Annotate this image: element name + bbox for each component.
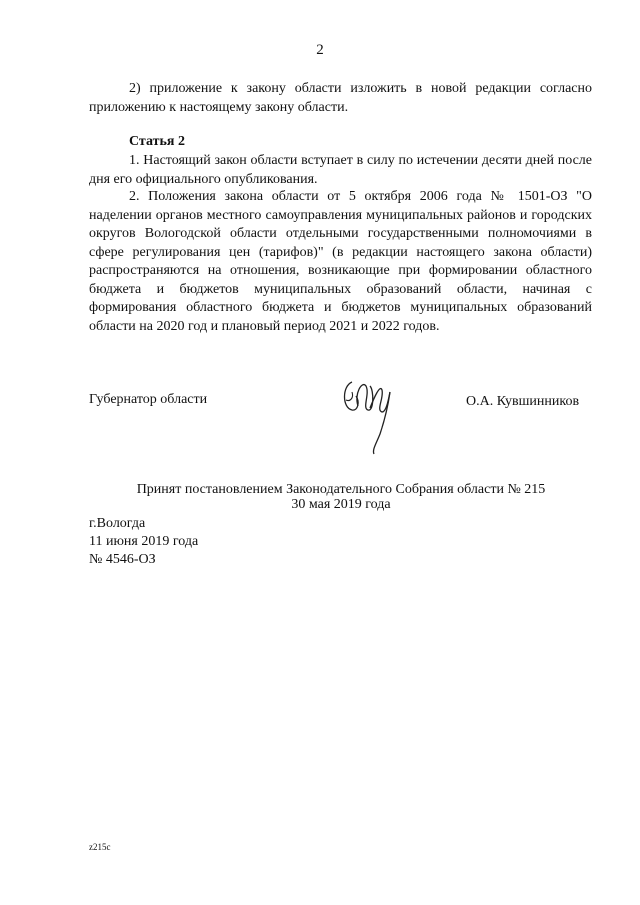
footer-code: z215c (89, 842, 111, 852)
article-2-paragraph-1: 1. Настоящий закон области вступает в силу по истечении десяти дней после дня его официального опубликования. (89, 153, 592, 187)
item-2-paragraph: 2) приложение к закону области изложить в новой редакции согласно приложению к настоящему закону области. (89, 81, 592, 115)
signatory-name: О.А. Кувшинников (466, 394, 580, 409)
document-number: № 4546-ОЗ (89, 552, 156, 567)
signatory-position: Губернатор области (89, 392, 208, 407)
adoption-line-2: 30 мая 2019 года (291, 497, 391, 512)
adoption-line-1: Принят постановлением Законодательного Собрания области № 215 (136, 482, 546, 497)
page-number: 2 (316, 42, 324, 58)
handwritten-signature (340, 372, 400, 458)
article-2-heading: Статья 2 (129, 134, 185, 149)
document-city: г.Вологда (89, 516, 146, 531)
article-2-paragraph-2: 2. Положения закона области от 5 октября 2006 года № 1501-ОЗ "О наделении органов местного самоуправления муниципальных районов и городских округов Вологодской области отдельными государственными полномочиями в сфере регулирования цен (тарифов)" (в редакции настоящего закона области) распространяются на отношения, возникающие при формировании областного бюджета и бюджетов муниципальных образований области, начиная с формирования областного бюджета и бюджетов муниципальных образований области на 2020 год и плановый период 2021 и 2022 годов. (89, 189, 592, 334)
document-date: 11 июня 2019 года (89, 534, 199, 549)
